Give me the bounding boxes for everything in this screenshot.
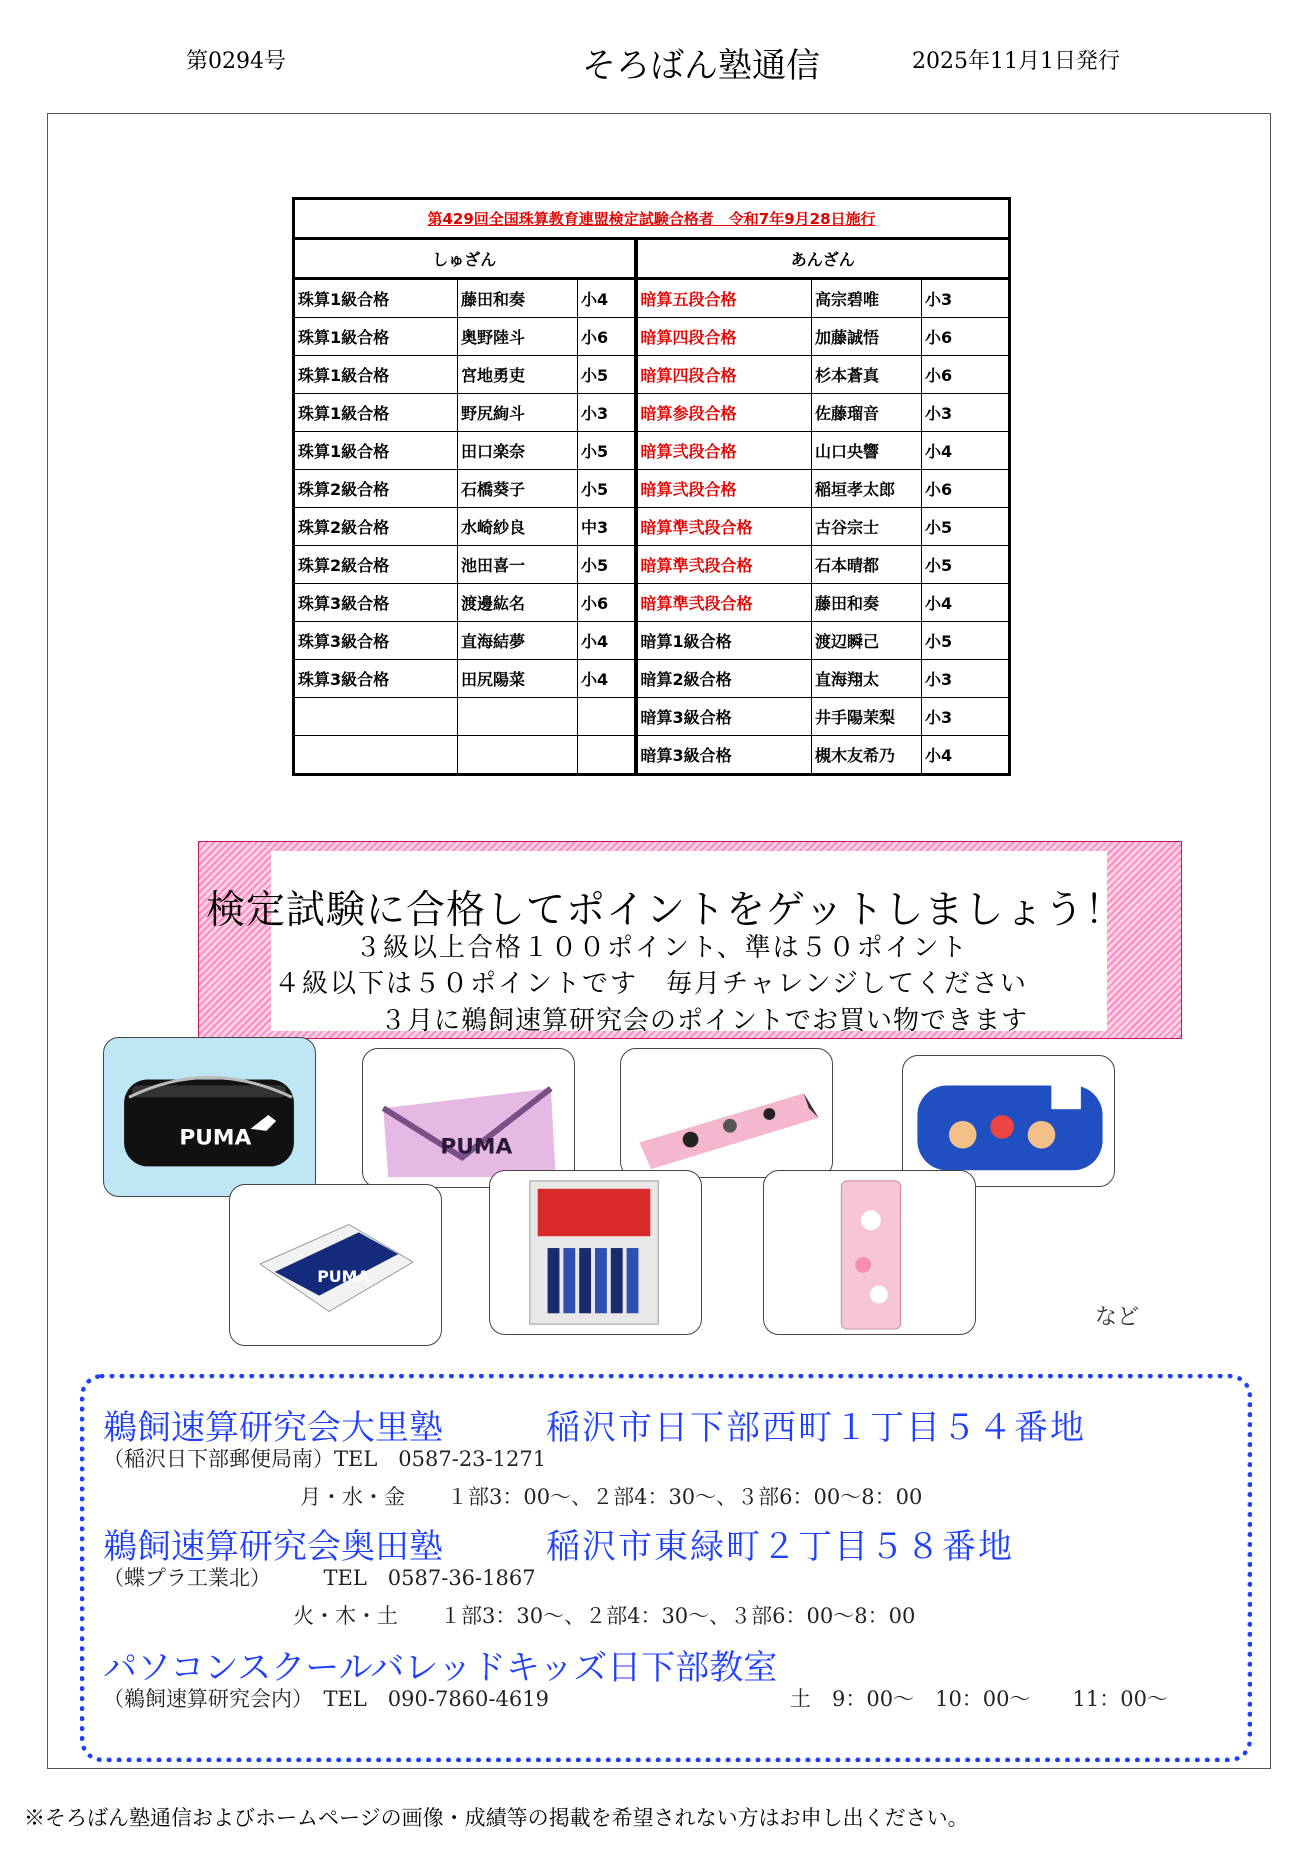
anzan-name-cell: 古谷宗士 [812, 508, 922, 546]
soroban-grade-cell: 珠算3級合格 [294, 584, 458, 622]
banner-line-3: ４級以下は５０ポイントです 毎月チャレンジしてください [274, 969, 1028, 999]
soroban-name-cell: 渡邊紘名 [458, 584, 578, 622]
soroban-year-cell: 小6 [578, 584, 636, 622]
soroban-year-cell [578, 736, 636, 775]
school3-hours: 土 9：00～ 10：00～ 11：00～ [790, 1687, 1168, 1711]
anzan-grade-cell: 暗算1級合格 [636, 622, 812, 660]
soroban-name-cell: 藤田和奏 [458, 279, 578, 318]
anzan-grade-cell: 暗算準弐段合格 [636, 546, 812, 584]
soroban-year-cell: 小5 [578, 470, 636, 508]
character-pencil-box-image [764, 1171, 975, 1334]
table-row [294, 698, 1010, 736]
soroban-year-cell: 小6 [578, 318, 636, 356]
soroban-name-cell [458, 736, 578, 775]
etc-label: など [1095, 1305, 1140, 1330]
section-soroban: しゅざん [294, 239, 636, 279]
soroban-grade-cell [294, 698, 458, 736]
soroban-grade-cell: 珠算1級合格 [294, 432, 458, 470]
anzan-name-cell: 稲垣孝太郎 [812, 470, 922, 508]
soroban-year-cell: 小3 [578, 394, 636, 432]
soroban-grade-cell: 珠算2級合格 [294, 546, 458, 584]
soroban-year-cell: 小4 [578, 279, 636, 318]
table-row [294, 356, 1010, 394]
anzan-grade-cell: 暗算弐段合格 [636, 470, 812, 508]
banner-line-2: ３級以上合格１００ポイント、準は５０ポイント [355, 933, 969, 963]
school2-phone: （蝶プラ工業北） TEL 0587-36-1867 [103, 1566, 536, 1590]
soroban-name-cell: 奥野陸斗 [458, 318, 578, 356]
school1-name: 鵜飼速算研究会大里塾 [103, 1408, 443, 1448]
anzan-name-cell: 加藤誠悟 [812, 318, 922, 356]
soroban-grade-cell: 珠算1級合格 [294, 356, 458, 394]
soroban-year-cell: 中3 [578, 508, 636, 546]
soroban-name-cell: 直海結夢 [458, 622, 578, 660]
soroban-year-cell: 小4 [578, 660, 636, 698]
anzan-grade-cell: 暗算参段合格 [636, 394, 812, 432]
soroban-name-cell: 水崎紗良 [458, 508, 578, 546]
soroban-grade-cell: 珠算2級合格 [294, 470, 458, 508]
banner-line-4: ３月に鵜飼速算研究会のポイントでお買い物できます [380, 1006, 1029, 1036]
soroban-grade-cell: 珠算1級合格 [294, 394, 458, 432]
product-black-pencil-case [103, 1037, 316, 1197]
soroban-year-cell: 小5 [578, 546, 636, 584]
anzan-year-cell: 小4 [922, 432, 1010, 470]
anzan-grade-cell: 暗算準弐段合格 [636, 508, 812, 546]
school2-address: 稲沢市東緑町２丁目５８番地 [546, 1527, 1014, 1567]
pink-pen-case-image [621, 1049, 832, 1177]
soroban-name-cell [458, 698, 578, 736]
anzan-name-cell: 井手陽茉梨 [812, 698, 922, 736]
soroban-year-cell [578, 698, 636, 736]
eraser-image [230, 1185, 441, 1345]
anzan-grade-cell: 暗算2級合格 [636, 660, 812, 698]
anzan-year-cell: 小6 [922, 470, 1010, 508]
soroban-name-cell: 田口楽奈 [458, 432, 578, 470]
anzan-name-cell: 藤田和奏 [812, 584, 922, 622]
school3-name: パソコンスクールバレッドキッズ日下部教室 [103, 1648, 778, 1688]
section-anzan: あんざん [636, 239, 1010, 279]
newsletter-title: そろばん塾通信 [582, 46, 820, 86]
table-row [294, 279, 1010, 318]
soroban-year-cell: 小4 [578, 622, 636, 660]
table-row [294, 622, 1010, 660]
table-row [294, 508, 1010, 546]
anzan-year-cell: 小3 [922, 660, 1010, 698]
table-caption: 第429回全国珠算教育連盟検定試験合格者 令和7年9月28日施行 [294, 199, 1010, 239]
anzan-year-cell: 小3 [922, 394, 1010, 432]
puma-logo-2: PUMA [440, 1134, 513, 1160]
anzan-grade-cell: 暗算四段合格 [636, 318, 812, 356]
anzan-name-cell: 杉本蒼真 [812, 356, 922, 394]
anzan-name-cell: 直海翔太 [812, 660, 922, 698]
black-pencil-case-image [104, 1038, 315, 1196]
anzan-year-cell: 小5 [922, 508, 1010, 546]
product-eraser [229, 1184, 442, 1346]
soroban-name-cell: 宮地勇吏 [458, 356, 578, 394]
puma-logo-3: PUMA [317, 1266, 370, 1286]
soroban-name-cell: 石橋葵子 [458, 470, 578, 508]
product-character-pencil-box [763, 1170, 976, 1335]
table-row [294, 660, 1010, 698]
table-row [294, 432, 1010, 470]
pen-refills-image [490, 1171, 701, 1334]
soroban-name-cell: 野尻絢斗 [458, 394, 578, 432]
table-row [294, 470, 1010, 508]
school2-hours: 火・木・土 １部3：30～、２部4：30～、３部6：00～8：00 [293, 1604, 916, 1628]
issue-number: 第0294号 [186, 49, 286, 74]
table-row [294, 546, 1010, 584]
soroban-grade-cell: 珠算3級合格 [294, 660, 458, 698]
pink-pencil-case-image [363, 1049, 574, 1187]
puma-logo-1: PUMA [179, 1125, 252, 1151]
school3-phone: （鵜飼速算研究会内） TEL 090-7860-4619 [103, 1687, 549, 1711]
table-row [294, 584, 1010, 622]
exam-results-table [292, 197, 1011, 776]
anzan-name-cell: 渡辺瞬己 [812, 622, 922, 660]
issue-date: 2025年11月1日発行 [912, 49, 1120, 74]
soroban-year-cell: 小5 [578, 356, 636, 394]
anzan-year-cell: 小4 [922, 584, 1010, 622]
product-pink-pencil-case [362, 1048, 575, 1188]
anzan-name-cell: 高宗碧唯 [812, 279, 922, 318]
table-row [294, 394, 1010, 432]
soroban-grade-cell: 珠算1級合格 [294, 279, 458, 318]
anzan-name-cell: 佐藤瑠音 [812, 394, 922, 432]
anzan-year-cell: 小6 [922, 356, 1010, 394]
anzan-year-cell: 小5 [922, 546, 1010, 584]
anzan-year-cell: 小6 [922, 318, 1010, 356]
product-pen-refills [489, 1170, 702, 1335]
soroban-name-cell: 田尻陽菜 [458, 660, 578, 698]
anzan-name-cell: 石本晴都 [812, 546, 922, 584]
school1-phone: （稲沢日下部郵便局南）TEL 0587-23-1271 [103, 1447, 547, 1471]
anzan-year-cell: 小3 [922, 279, 1010, 318]
anzan-year-cell: 小5 [922, 622, 1010, 660]
anzan-name-cell: 山口央響 [812, 432, 922, 470]
anzan-grade-cell: 暗算3級合格 [636, 736, 812, 775]
table-row [294, 318, 1010, 356]
table-row [294, 736, 1010, 775]
anzan-grade-cell: 暗算弐段合格 [636, 432, 812, 470]
soroban-grade-cell [294, 736, 458, 775]
soroban-name-cell: 池田喜一 [458, 546, 578, 584]
soroban-year-cell: 小5 [578, 432, 636, 470]
blue-character-case-image [903, 1056, 1114, 1186]
anzan-year-cell: 小4 [922, 736, 1010, 775]
school1-address: 稲沢市日下部西町１丁目５４番地 [546, 1408, 1086, 1448]
school2-name: 鵜飼速算研究会奥田塾 [103, 1527, 443, 1567]
school1-hours: 月・水・金 １部3：00～、２部4：30～、３部6：00～8：00 [300, 1485, 923, 1509]
banner-headline: 検定試験に合格してポイントをゲットしましょう！ [206, 888, 1125, 933]
anzan-grade-cell: 暗算五段合格 [636, 279, 812, 318]
anzan-name-cell: 槻木友希乃 [812, 736, 922, 775]
anzan-grade-cell: 暗算準弐段合格 [636, 584, 812, 622]
footer-notice: ※そろばん塾通信およびホームページの画像・成績等の掲載を希望されない方はお申し出ください。 [24, 1806, 969, 1830]
soroban-grade-cell: 珠算1級合格 [294, 318, 458, 356]
anzan-year-cell: 小3 [922, 698, 1010, 736]
result-rows [294, 279, 1010, 775]
soroban-grade-cell: 珠算3級合格 [294, 622, 458, 660]
soroban-grade-cell: 珠算2級合格 [294, 508, 458, 546]
product-blue-character-case [902, 1055, 1115, 1187]
anzan-grade-cell: 暗算四段合格 [636, 356, 812, 394]
product-pink-pen-case [620, 1048, 833, 1178]
anzan-grade-cell: 暗算3級合格 [636, 698, 812, 736]
